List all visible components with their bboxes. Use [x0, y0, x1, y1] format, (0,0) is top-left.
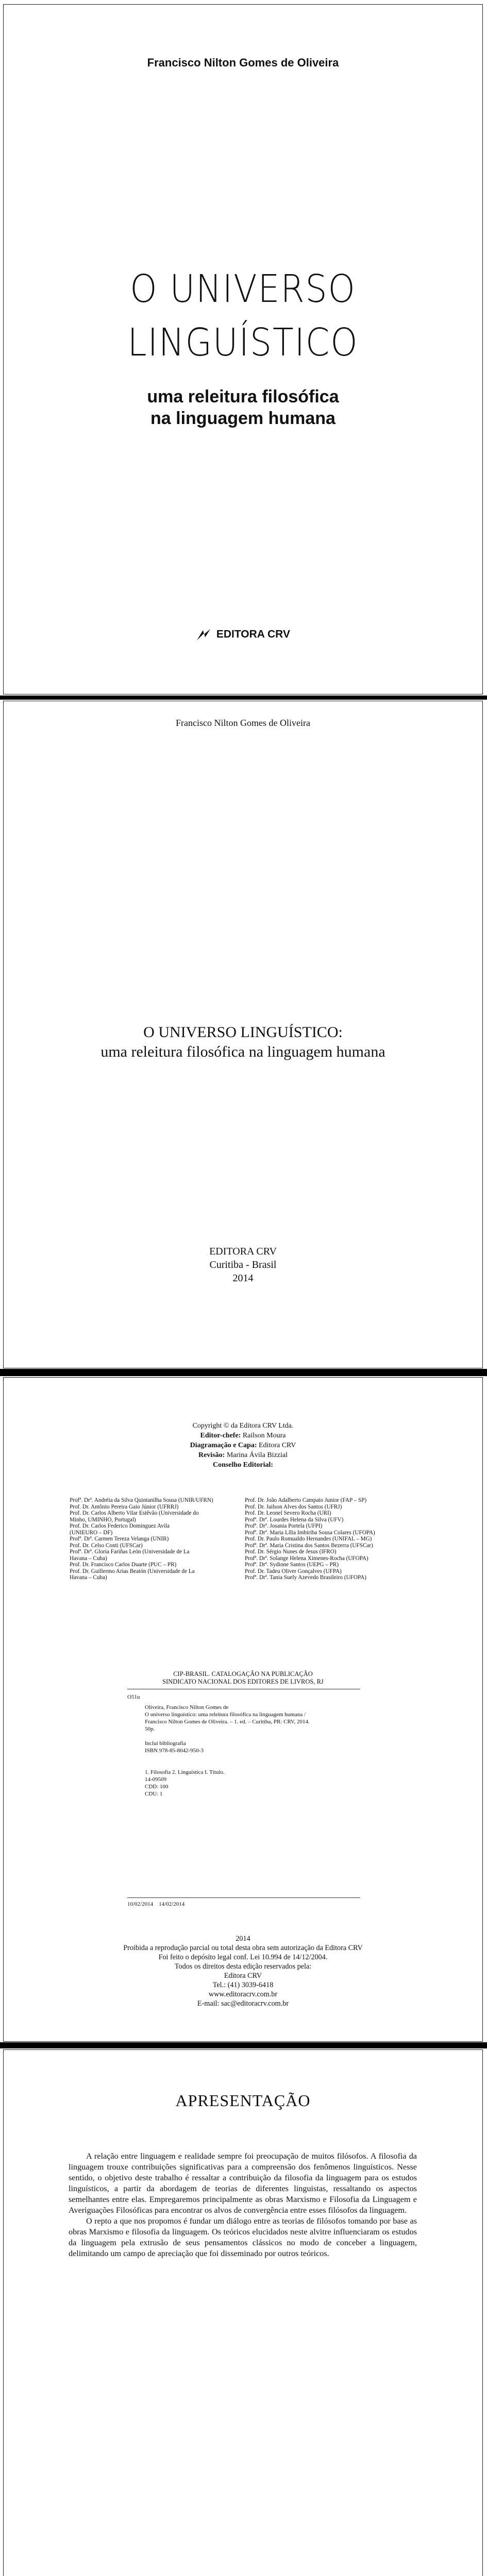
board-member: Prof. Dr. Tadeu Oliver Gonçalves (UFPA): [245, 1568, 342, 1574]
board-member: (UNIEURO – DF): [70, 1529, 113, 1536]
board-member: Profª. Drª. Andréia da Silva Quintanilha Sousa (UNIR/UFRN): [70, 1497, 213, 1503]
credit-value: Marina Ávila Bizzial: [226, 1451, 288, 1459]
cover-author: Francisco Nilton Gomes de Oliveira: [147, 56, 339, 69]
cip-line: O universo linguístico: uma releitura filosófica na linguagem humana /: [145, 1711, 306, 1718]
paragraph: A relação entre linguagem e realidade sempre foi preocupação de muitos filósofos. A filosofia da linguagem trouxe contribuições significativas para a compreensão dos fenômenos linguísticos. Nesse sentido, o objetivo deste trabalho é ressaltar a contribuição da filosofia da linguagem para os estudos linguísticos, a partir da abordagem de teorias de diferentes linguistas, ressaltando os aspectos semelhantes entre elas. Empregaremos principalmente as obras Marxismo e Filosofia da Linguagem e Averiguações Filosóficas para encontrar os alvos de convergência entre esses filósofos da linguagem.: [69, 2151, 417, 2215]
credit-label: Diagramação e Capa:: [190, 1442, 257, 1449]
board-member: Minho, UMINHO, Portugal): [70, 1516, 136, 1523]
imprint-line: EDITORA CRV: [209, 1246, 277, 1257]
half-title-title-line: O UNIVERSO LINGUÍSTICO:: [143, 1024, 343, 1041]
board-member: Profª. Drª. Sydione Santos (UEPG – PR): [245, 1562, 339, 1568]
half-title-author: Francisco Nilton Gomes de Oliveira: [176, 718, 310, 728]
cover-title-line: LINGUÍSTICO: [127, 320, 359, 365]
cip-line: [145, 1733, 310, 1740]
board-member: Prof. Dr. Carlos Alberto Vilar Estêvão (Universidade do: [70, 1510, 199, 1516]
board-member: Prof. Dr. Sérgio Nunes de Jesus (IFRO): [245, 1549, 337, 1555]
page-separator: [0, 696, 487, 700]
board-member: Havana – Cuba): [70, 1555, 107, 1562]
board-member: Profª. Drª. Maria Lília Imbiriba Sousa Colares (UFOPA): [245, 1529, 375, 1536]
legal-line: E-mail: sac@editoracrv.com.br: [197, 1999, 289, 2008]
cip-heading: [4, 1670, 482, 1686]
cip-line: Francisco Nilton Gomes de Oliveira. – 1. ed. – Curitiba, PR: CRV, 2014.: [145, 1719, 310, 1725]
credits-block: [4, 1421, 482, 1470]
board-list-right: [245, 1497, 420, 1581]
board-member: Profª. Drª. Josania Portela (UFPI): [245, 1523, 323, 1529]
cover-subtitle-line: uma releitura filosófica: [147, 387, 339, 406]
cover-title-line: O UNIVERSO: [130, 267, 356, 311]
cip-line: 14-09509: [145, 1776, 167, 1783]
copyright-line: Copyright © da Editora CRV Ltda.: [192, 1422, 294, 1430]
board-member: Profª. Drª. Solange Helena Ximenes-Rocha (UFOPA): [245, 1555, 368, 1562]
cip-line: ISBN 978-85-8042-950-3: [145, 1748, 204, 1754]
presentation-page: [3, 2049, 483, 2576]
cip-code: O51u: [127, 1694, 140, 1700]
board-member: Prof. Dr. Francisco Carlos Duarte (PUC – PR): [70, 1562, 177, 1568]
credit-line: [4, 1440, 482, 1450]
legal-notice: [4, 1934, 482, 2008]
cip-line: [145, 1754, 310, 1761]
cip-line: Oliveira, Francisco Nilton Gomes de: [145, 1704, 229, 1710]
legal-line: Todos os direitos desta edição reservados pela:: [174, 1962, 312, 1971]
credit-label: Revisão:: [198, 1451, 225, 1459]
editorial-board: [70, 1497, 420, 1581]
board-list-left: [70, 1497, 245, 1581]
cip-heading-line: CIP-BRASIL. CATALOGAÇÃO NA PUBLICAÇÃO: [173, 1670, 313, 1677]
paragraph: O repto a que nos propomos é fundar um diálogo entre as teorias de filósofos tomando por base as obras Marxismo e filosofia da linguagem. Os teóricos elucidados neste alvitre influenciaram os estudos da linguagem pela extrusão de seus pensamentos clássicos no modo de conceber a linguagem, delimitando um campo de apreciação que foi disseminado por outros teóricos.: [69, 2216, 417, 2258]
board-member: Profª. Drª. Carmen Tereza Velanga (UNIR): [70, 1536, 169, 1542]
crv-arrow-icon: [196, 628, 211, 641]
imprint-line: 2014: [232, 1273, 254, 1284]
presentation-title: APRESENTAÇÃO: [175, 2091, 311, 2110]
board-member: Prof. Dr. Leonel Severo Rocha (URI): [245, 1510, 331, 1516]
board-member: Prof. Dr. Antônio Pereira Gaio Júnior (UFRRJ): [70, 1503, 179, 1510]
board-title: [4, 1460, 482, 1470]
cover-title: [27, 262, 458, 369]
credit-label: Editor-chefe:: [200, 1432, 241, 1439]
cip-line: 50p.: [145, 1726, 155, 1732]
cover-subtitle-line: na linguagem humana: [150, 409, 335, 428]
legal-line: 2014: [236, 1935, 250, 1943]
credit-value: Editora CRV: [259, 1442, 296, 1449]
board-title-text: Conselho Editorial:: [212, 1461, 274, 1469]
publisher-logo: [4, 628, 482, 641]
board-member: Prof. Dr. Jailson Alves dos Santos (UFRJ): [245, 1503, 342, 1510]
copyright-page: [3, 1377, 483, 2042]
cip-line: CDD: 100: [145, 1784, 169, 1790]
board-member: Prof. Dr. Carlos Federico Dominguez Avila: [70, 1523, 170, 1529]
cip-line: Inclui bibliografia: [145, 1740, 186, 1747]
half-title-page: [3, 701, 483, 1368]
cover-page: [3, 4, 483, 694]
legal-line: Editora CRV: [224, 1972, 262, 1980]
legal-line: Foi feito o depósito legal conf. Lei 10.994 de 14/12/2004.: [158, 1953, 328, 1961]
publisher-name: EDITORA CRV: [216, 628, 290, 640]
page-separator: [0, 2042, 487, 2048]
board-member: Prof. Dr. Paulo Romualdo Hernandes (UNIFAL – MG): [245, 1536, 372, 1542]
cip-dates: 10/02/2014 14/02/2014: [127, 1901, 185, 1907]
imprint-line: Curitiba - Brasil: [209, 1259, 277, 1270]
board-member: Profª. Drª. Tania Suely Azevedo Brasileiro (UFOPA): [245, 1574, 366, 1581]
cip-line: CDU: 1: [145, 1791, 163, 1797]
half-title-title-line: uma releitura filosófica na linguagem humana: [100, 1043, 385, 1060]
page-separator: [0, 1369, 487, 1376]
cip-record: [127, 1689, 360, 1898]
credit-line: [4, 1431, 482, 1440]
legal-line: Proibida a reprodução parcial ou total desta obra sem autorização da Editora CRV: [123, 1944, 363, 1952]
credit-value: Railson Moura: [242, 1432, 286, 1439]
credit-line: [4, 1450, 482, 1460]
cip-line: [145, 1761, 310, 1769]
board-member: Prof. Dr. João Adalberto Campato Junior (FAP – SP): [245, 1497, 367, 1503]
presentation-text: [69, 2151, 417, 2259]
board-member: Prof. Dr. Guillermo Arias Beatón (Universidade de La: [70, 1568, 195, 1574]
cip-heading-line: SINDICATO NACIONAL DOS EDITORES DE LIVROS, RJ: [162, 1678, 324, 1685]
cip-body: [145, 1704, 310, 1798]
board-member: Profª. Drª. Maria Cristina dos Santos Bezerra (UFSCar): [245, 1542, 373, 1549]
half-title-title: [4, 1023, 482, 1062]
board-member: Prof. Dr. Celso Conti (UFSCar): [70, 1542, 143, 1549]
legal-line: Tel.: (41) 3039-6418: [212, 1981, 274, 1989]
half-title-imprint: [4, 1245, 482, 1285]
board-member: Profª. Drª. Gloria Fariñas León (Universidade de La: [70, 1549, 190, 1555]
cip-line: 1. Filosofia 2. Linguística I. Título.: [145, 1769, 225, 1775]
legal-line: www.editoracrv.com.br: [208, 1990, 278, 1998]
cover-subtitle: [4, 386, 482, 429]
board-member: Profª. Drª. Lourdes Helena da Silva (UFV): [245, 1516, 344, 1523]
board-member: Havana – Cuba): [70, 1574, 107, 1581]
